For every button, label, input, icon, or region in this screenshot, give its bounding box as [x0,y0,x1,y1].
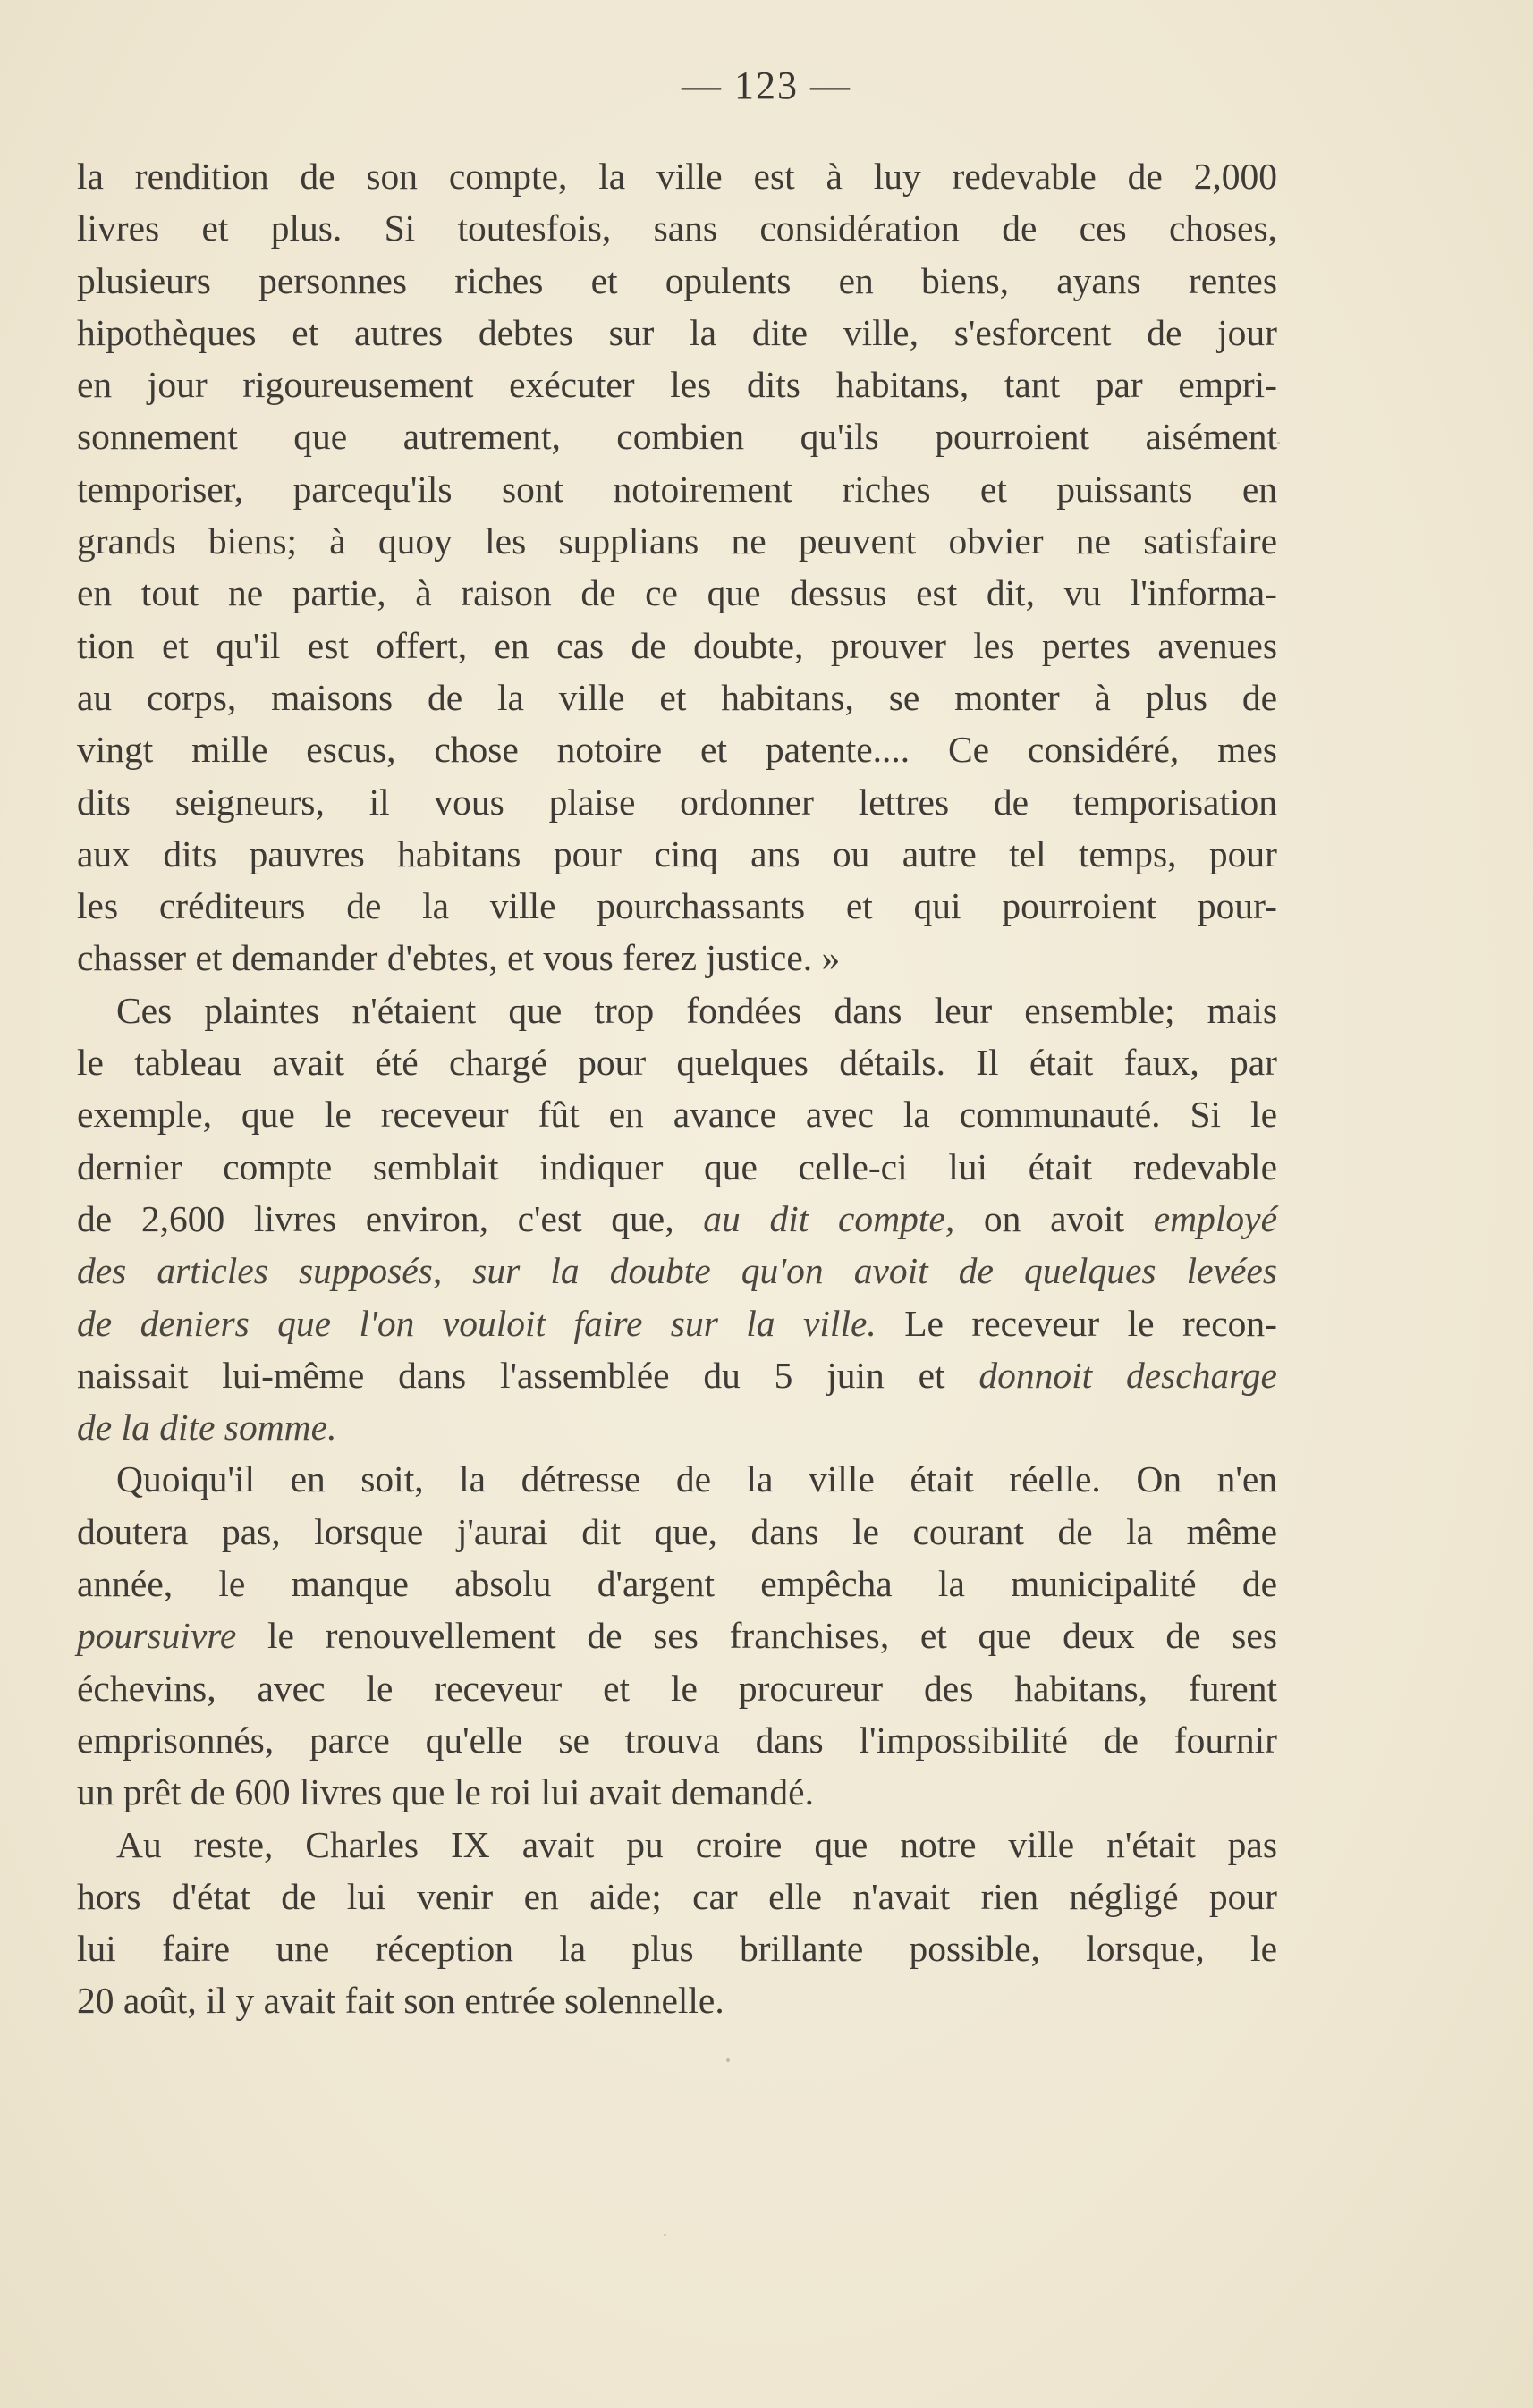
text-segment: livres et plus. Si toutesfois, sans considération de ces choses, [77,207,1277,249]
text-segment: chasser et demander d'ebtes, et vous ferez justice. » [77,937,841,979]
italic-text: poursuivre [77,1615,237,1657]
paper-speck [664,2234,666,2236]
italic-text: des articles supposés, sur la doubte qu'on avoit de quelques levées [77,1250,1277,1292]
text-line [77,567,1277,619]
text-segment: échevins, avec le receveur et le procureur des habitans, furent [77,1667,1277,1709]
text-line [77,515,1277,567]
text-segment: la rendition de son compte, la ville est à luy redevable de 2,000 [77,156,1277,197]
text-line [77,1349,1277,1401]
text-segment: Quoiqu'il en soit, la détresse de la ville était réelle. On n'en [116,1458,1277,1500]
text-segment: au corps, maisons de la ville et habitans, se monter à plus de [77,676,1277,718]
text-segment: Au reste, Charles IX avait pu croire que notre ville n'était pas [116,1823,1277,1865]
text-line [77,1871,1277,1922]
text-segment: le renouvellement de ses franchises, et que deux de ses [236,1615,1277,1657]
text-line [77,1766,1277,1818]
text-segment: vingt mille escus, chose notoire et patente.... Ce considéré, mes [77,729,1277,771]
text-line [77,984,1277,1036]
text-segment: dits seigneurs, il vous plaise ordonner lettres de temporisation [77,781,1277,823]
text-line [77,1193,1277,1245]
paper-speck [1277,442,1280,444]
text-segment: les créditeurs de la ville pourchassants et qui pourroient pour- [77,885,1277,927]
text-line [77,463,1277,515]
text-segment: plusieurs personnes riches et opulents en biens, ayans rentes [77,259,1277,301]
text-line [77,307,1277,359]
text-line [77,1819,1277,1871]
text-segment: lui faire une réception la plus brillante possible, lorsque, le [77,1928,1277,1970]
text-line [77,880,1277,932]
text-segment: de 2,600 livres environ, c'est que, [77,1197,704,1239]
text-segment: hipothèques et autres debtes sur la dite ville, s'esforcent de jour [77,311,1277,353]
text-line [77,1245,1277,1297]
italic-text: au dit compte, [703,1197,955,1239]
text-line [77,1401,1277,1453]
text-segment: Ces plaintes n'étaient que trop fondées dans leur ensemble; mais [116,989,1277,1031]
text-line [77,359,1277,410]
text-segment: temporiser, parcequ'ils sont notoirement riches et puissants en [77,468,1277,510]
text-segment: hors d'état de lui venir en aide; car elle n'avait rien négligé pour [77,1875,1277,1917]
text-segment: année, le manque absolu d'argent empêcha la municipalité de [77,1563,1277,1605]
text-segment: emprisonnés, parce qu'elle se trouva dans l'impossibilité de fournir [77,1719,1277,1761]
text-segment: le tableau avait été chargé pour quelques détails. Il était faux, par [77,1042,1277,1084]
text-segment: dernier compte semblait indiquer que celle-ci lui était redevable [77,1145,1277,1187]
text-segment: Le receveur le recon- [876,1302,1277,1344]
page-number: — 123 — [682,63,851,107]
paper-speck [726,2058,730,2062]
text-line [77,1141,1277,1193]
paragraph [77,150,1277,984]
text-segment: on avoit [954,1197,1154,1239]
text-line [77,932,1277,984]
text-segment: 20 août, il y avait fait son entrée solennelle. [77,1980,724,2022]
text-segment: en jour rigoureusement exécuter les dits habitans, tant par empri- [77,364,1277,406]
text-segment: exemple, que le receveur fût en avance avec la communauté. Si le [77,1094,1277,1136]
text-line [77,1714,1277,1766]
italic-text: employé [1153,1197,1278,1239]
text-line [77,672,1277,723]
text-segment: grands biens; à quoy les supplians ne peuvent obvier ne satisfaire [77,520,1277,562]
text-line [77,1610,1277,1661]
text-line [77,1088,1277,1140]
text-line [77,202,1277,254]
text-line [77,1922,1277,1974]
text-line [77,828,1277,880]
text-segment: aux dits pauvres habitans pour cinq ans ou autre tel temps, pour [77,832,1277,874]
text-segment: un prêt de 600 livres que le roi lui avait demandé. [77,1771,814,1813]
text-line [77,776,1277,828]
text-segment: en tout ne partie, à raison de ce que dessus est dit, vu l'informa- [77,572,1277,614]
text-line [77,255,1277,307]
text-line [77,1974,1277,2026]
text-line [77,723,1277,775]
text-segment: tion et qu'il est offert, en cas de doubte, prouver les pertes avenues [77,624,1277,666]
text-line [77,1662,1277,1714]
text-line [77,1036,1277,1088]
text-line [77,1506,1277,1558]
text-line [77,1453,1277,1505]
italic-text: de la dite somme. [77,1407,337,1449]
text-segment: doutera pas, lorsque j'aurai dit que, dans le courant de la même [77,1510,1277,1552]
text-segment: sonnement que autrement, combien qu'ils pourroient aisément [77,416,1277,458]
body-text [77,150,1277,2027]
text-line [77,620,1277,672]
italic-text: de deniers que l'on vouloit faire sur la ville. [77,1302,877,1344]
text-segment: naissait lui-même dans l'assemblée du 5 juin et [77,1354,979,1396]
text-line [77,1558,1277,1610]
paragraph [77,984,1277,1454]
paragraph [77,1453,1277,1818]
text-line [77,1297,1277,1349]
text-line [77,410,1277,462]
italic-text: donnoit descharge [978,1354,1277,1396]
text-line [77,150,1277,202]
paragraph [77,1819,1277,2027]
